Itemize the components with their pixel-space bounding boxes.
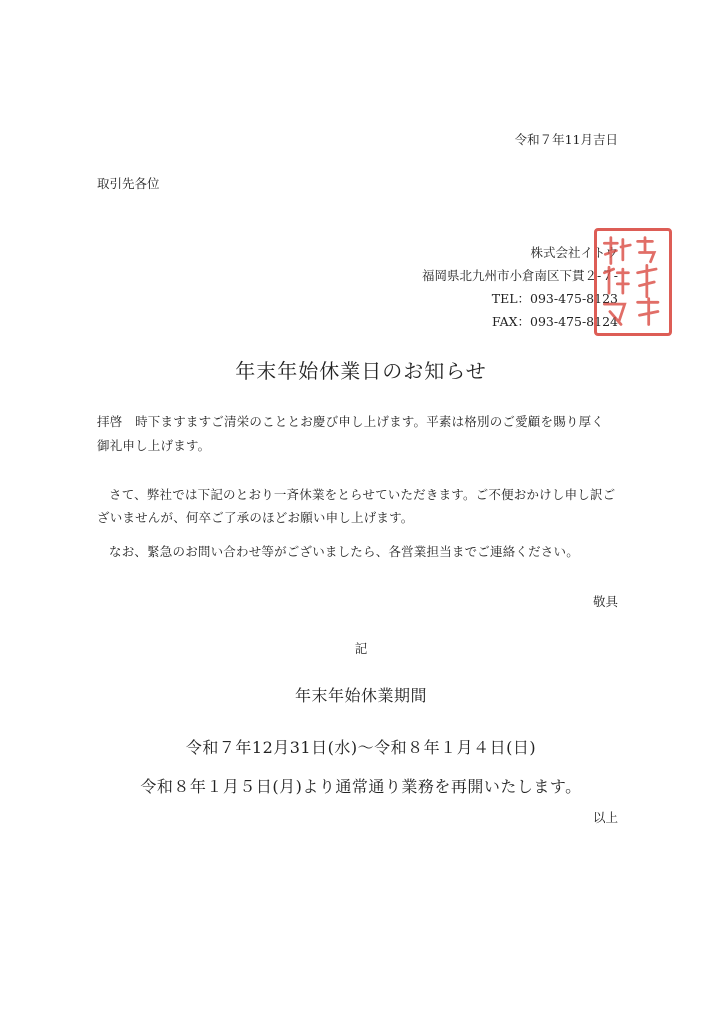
end-marker: 以上	[592, 810, 618, 825]
company-seal-stamp	[594, 228, 672, 336]
greeting-line-2: 御礼申し上げます。	[97, 438, 211, 453]
issue-date: 令和７年11月吉日	[514, 132, 618, 147]
company-address: 福岡県北九州市小倉南区下貫２-７-	[422, 268, 618, 283]
notice-title: 年末年始休業日のお知らせ	[235, 359, 487, 383]
seal-glyphs	[597, 231, 669, 333]
company-fax: FAX：093-475-8124	[492, 314, 618, 329]
company-name: 株式会社イトウ	[530, 245, 618, 260]
ki-marker: 記	[354, 641, 368, 656]
business-resume-note: 令和８年１月５日(月)より通常通り業務を再開いたします。	[140, 777, 582, 796]
contact-note: なお、緊急のお問い合わせ等がございましたら、各営業担当までご連絡ください。	[109, 544, 579, 559]
sender-block	[422, 241, 618, 333]
holiday-period-title: 年末年始休業期間	[294, 686, 427, 705]
greeting-line-1: 拝啓 時下ますますご清栄のこととお慶び申し上げます。平素は格別のご愛顧を賜り厚く	[97, 414, 605, 429]
recipient: 取引先各位	[97, 176, 160, 191]
notice-line-2: ざいませんが、何卒ご了承のほどお願い申し上げます。	[97, 510, 414, 525]
holiday-period-dates: 令和７年12月31日(水)～令和８年１月４日(日)	[185, 738, 537, 757]
notice-line-1: さて、弊社では下記のとおり一斉休業をとらせていただきます。ご不便おかけし申し訳ご	[109, 487, 616, 502]
closing-keigu: 敬具	[592, 594, 618, 609]
company-tel: TEL：093-475-8123	[491, 291, 618, 306]
